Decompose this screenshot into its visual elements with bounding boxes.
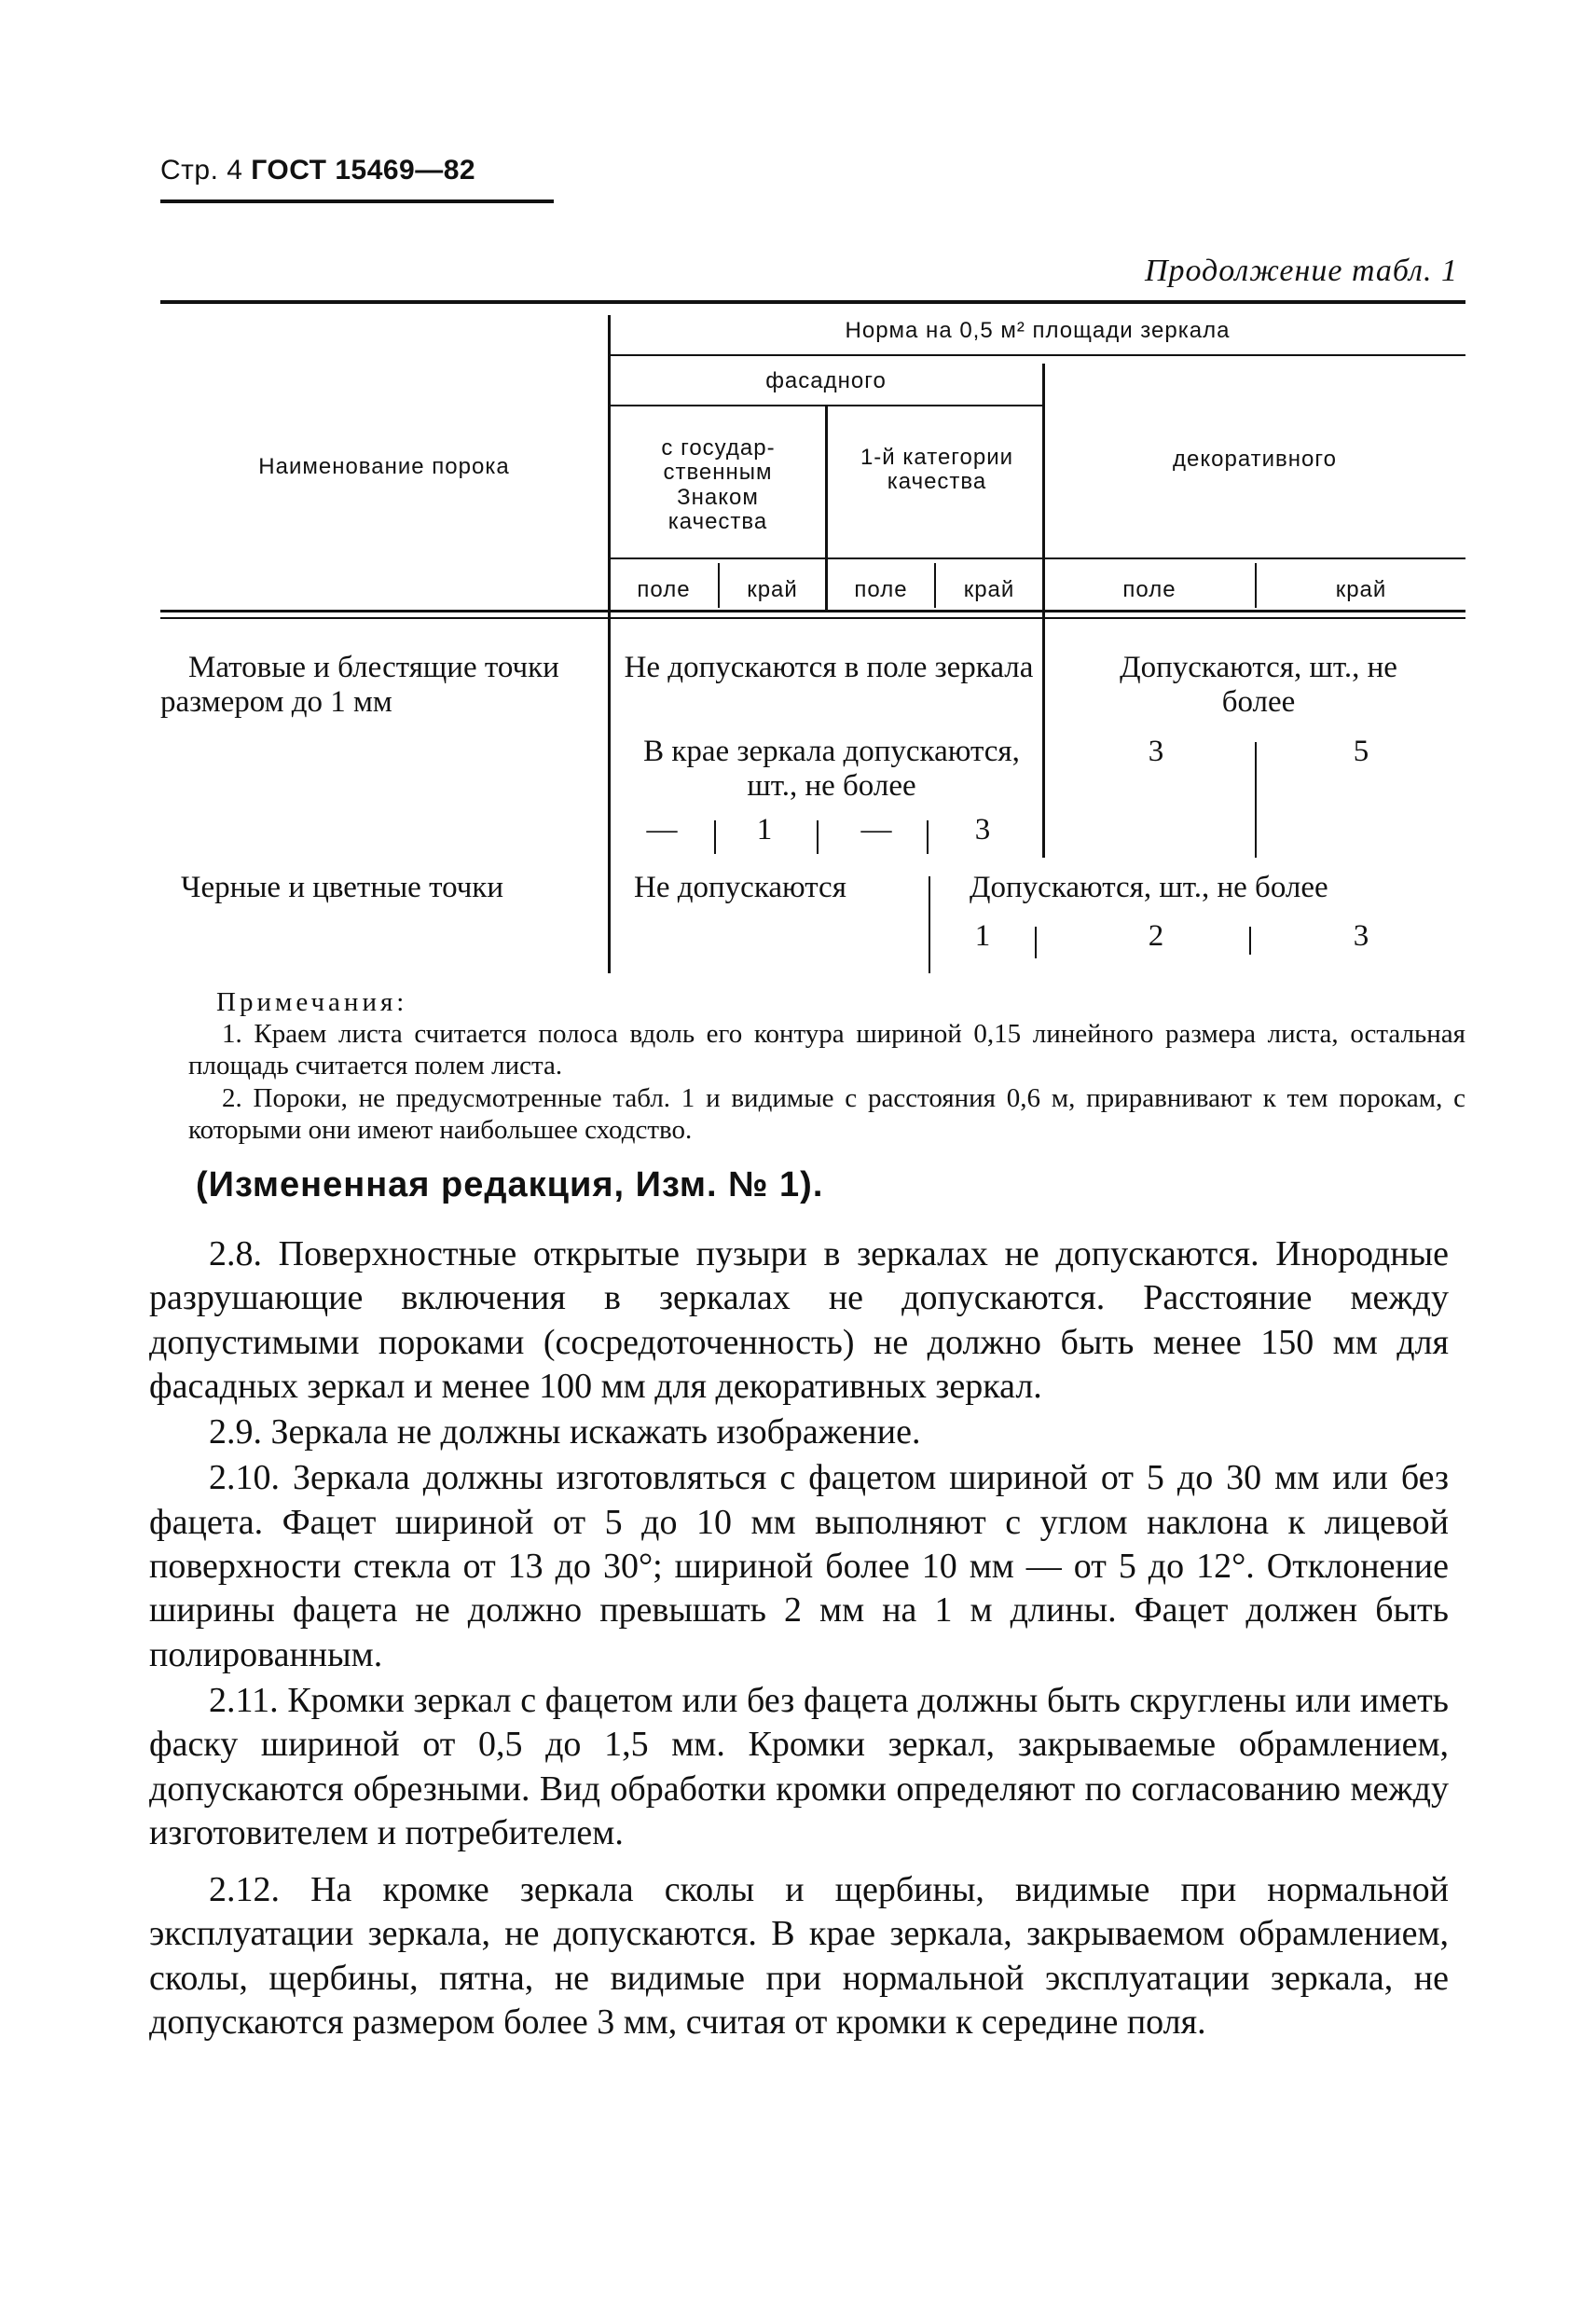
table-notes (188, 986, 1465, 1146)
row2-sep-1 (1035, 927, 1037, 958)
row2-sep-main (929, 876, 930, 973)
paragraph-2-9: 2.9. Зеркала не должны искажать изображение. (209, 1412, 921, 1452)
row1-val-4: 3 (974, 813, 991, 846)
col-header-facade: фасадного (765, 368, 887, 393)
changed-edition-note: (Измененная редакция, Изм. № 1). (196, 1165, 824, 1204)
body-text (149, 1232, 1449, 2044)
header-bottom-rule-2 (160, 617, 1465, 619)
facade-rule (610, 405, 1042, 406)
paragraph-2-8: 2.8. Поверхностные открытые пузыри в зеркалах не допускаются. Инородные разрушающие включения в зеркалах не допускаются. Расстояние между допустимыми пороками (сосредоточенность) не должно быть менее 150 мм для фасадных зеркал и менее 100 мм для декоративных зеркал. (149, 1234, 1449, 1406)
row1-decor-edge: 5 (1353, 735, 1369, 768)
header-bottom-rule (160, 610, 1465, 612)
col-header-norm: Норма на 0,5 м² площади зеркала (845, 318, 1231, 343)
row2-others-head: Допускаются, шт., не более (970, 871, 1328, 904)
row1-decor-sep (1255, 742, 1257, 858)
row1-val-1: — (646, 813, 678, 846)
col-header-state-mark: с государственным Знаком качества (661, 435, 775, 535)
col-divider-facade-decor (1042, 364, 1045, 858)
sub-field-2: поле (854, 577, 908, 602)
row1-val-3: — (860, 813, 892, 846)
standard-code: ГОСТ 15469—82 (251, 155, 476, 186)
sub-edge-3: край (1335, 577, 1387, 602)
col-divider-main (608, 315, 611, 973)
row1-name: Матовые и блестящие точки размером до 1 мм (160, 651, 559, 719)
row1-sep-2 (817, 820, 819, 854)
row1-val-2: 1 (756, 813, 773, 846)
col-header-defect: Наименование порока (258, 454, 510, 479)
col-header-first-cat: 1-й категории качества (860, 445, 1014, 495)
col-header-decorative: декоративного (1173, 447, 1337, 472)
row1-sep-1 (714, 820, 716, 854)
paragraph-2-12: 2.12. На кромке зеркала сколы и щербины, видимые при нормальной эксплуатации зеркала, не допускаются. В крае зеркала, закрываемом обрамлением, сколы, щербины, пятна, не видимые при нормальной эксплуатации зеркала, не допускаются размером более 3 мм, считая от кромки к середине поля. (149, 1870, 1449, 2043)
row2-val-3: 3 (1353, 919, 1369, 953)
sub-field-1: поле (637, 577, 691, 602)
paragraph-2-11: 2.11. Кромки зеркал с фацетом или без фацета должны быть скруглены или иметь фаску шириной от 0,5 до 1,5 мм. Кромки зеркал, закрываемые обрамлением, допускаются обрезными. Вид обработки кромки определяют по согласованию между изготовителем и потребителем. (149, 1680, 1449, 1852)
row2-state-mark: Не допускаются (634, 871, 846, 904)
row2-val-2: 2 (1148, 919, 1164, 953)
row1-decor-head: Допускаются, шт., не более (1120, 651, 1397, 719)
row2-name: Черные и цветные точки (181, 871, 504, 904)
row1-facade-edge: В крае зеркала допускаются, шт., не более (643, 735, 1020, 803)
paragraph-2-10: 2.10. Зеркала должны изготовляться с фацетом шириной от 5 до 30 мм или без фацета. Фацет шириной от 5 до 10 мм выполняют с углом наклона к лицевой поверхности стекла от 13 до 30°; шириной более 10 мм — от 5 до 12°. Отклонение ширины фацета не должно превышать 2 мм на 1 м длины. Фацет должен быть полированным. (149, 1458, 1449, 1674)
sub-edge-1: край (747, 577, 798, 602)
table-top-rule (160, 300, 1465, 304)
defects-table (0, 0, 1596, 988)
note-1: 1. Краем листа считается полоса вдоль его контура шириной 0,15 линейного размера листа, остальная площадь считается полем листа. (188, 1019, 1465, 1081)
row2-sep-2 (1249, 927, 1251, 955)
row1-facade-field: Не допускаются в поле зеркала (624, 651, 1034, 684)
note-2: 2. Пороки, не предусмотренные табл. 1 и видимые с расстояния 0,6 м, приравнивают к тем порокам, с которыми они имеют наибольшее сходство. (188, 1082, 1465, 1145)
table-continuation-label: Продолжение табл. 1 (1144, 254, 1458, 288)
page-number: Стр. 4 (160, 155, 243, 186)
sub-field-3: поле (1122, 577, 1176, 602)
norm-rule (610, 354, 1465, 356)
sub-edge-2: край (963, 577, 1015, 602)
notes-title: Примечания: (216, 987, 408, 1017)
row1-decor-field: 3 (1148, 735, 1164, 768)
row2-val-1: 1 (974, 919, 991, 953)
subcat-rule (610, 557, 1465, 559)
row1-sep-3 (927, 820, 929, 854)
